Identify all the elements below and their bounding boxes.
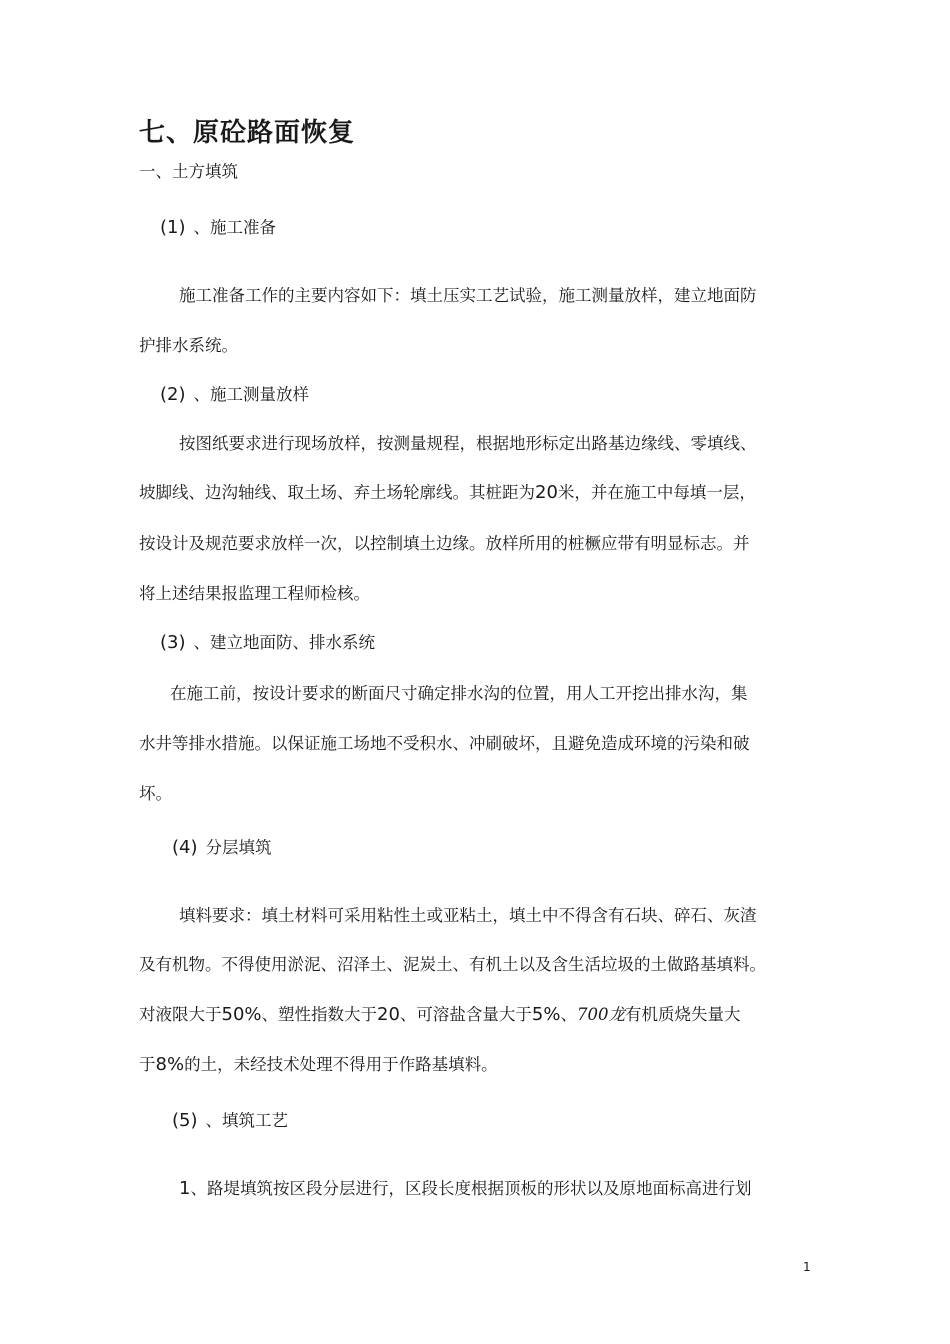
- section-heading: 一、土方填筑: [139, 162, 238, 181]
- number-run: 20: [377, 1004, 400, 1025]
- number-run: 8%: [155, 1054, 185, 1075]
- paragraph-line: 护排水系统。: [139, 336, 238, 355]
- subheading-5: [172, 1112, 288, 1130]
- text-run: 坡脚线、边沟轴线、取土场、弃土场轮廓线。其桩距为: [139, 483, 535, 502]
- paragraph-line: 水井等排水措施。以保证施工场地不受积水、冲刷破坏，且避免造成环境的污染和破: [139, 734, 750, 753]
- number-run: 5%: [531, 1004, 561, 1025]
- subheading-text: 、施工测量放样: [193, 385, 309, 404]
- paragraph-line: 施工准备工作的主要内容如下：填土压实工艺试验，施工测量放样，建立地面防: [179, 286, 757, 305]
- number-run: 1: [179, 1178, 191, 1199]
- text-run: 对液限大于: [139, 1005, 222, 1024]
- subheading-1: [160, 219, 276, 237]
- page-title: 七、原砼路面恢复: [139, 118, 356, 148]
- paragraph-line: 在施工前，按设计要求的断面尺寸确定排水沟的位置，用人工开挖出排水沟，集: [170, 684, 748, 703]
- paragraph-line: 填料要求：填土材料可采用粘性土或亚粘土，填土中不得含有石块、碎石、灰渣: [179, 906, 757, 925]
- subheading-4: [172, 839, 272, 857]
- subheading-number: (1): [160, 217, 186, 238]
- paragraph-line: 按设计及规范要求放样一次，以控制填土边缘。放样所用的桩橛应带有明显标志。并: [139, 534, 750, 553]
- subheading-number: (5): [172, 1110, 198, 1131]
- subheading-text: 、建立地面防、排水系统: [193, 633, 375, 652]
- text-run: 米，并在施工中每填一层，: [557, 483, 756, 502]
- subheading-text: 、施工准备: [193, 218, 276, 237]
- subheading-3: [160, 634, 375, 652]
- text-run: 、塑性指数大于: [261, 1005, 378, 1024]
- paragraph-line: 坏。: [139, 784, 172, 803]
- italic-run: 700龙: [576, 1005, 625, 1024]
- page-number: 1: [803, 1260, 811, 1274]
- text-run: 有机质烧失量大: [624, 1005, 741, 1024]
- paragraph-line: [139, 484, 756, 502]
- subheading-2: [160, 386, 309, 404]
- text-run: 、可溶盐含量大于: [399, 1005, 532, 1024]
- number-run: 20: [535, 482, 558, 503]
- paragraph-line: 及有机物。不得使用淤泥、沼泽土、泥炭土、有机土以及含生活垃圾的土做路基填料。: [139, 955, 766, 974]
- text-run: 、: [560, 1005, 577, 1024]
- subheading-text: 、填筑工艺: [205, 1111, 288, 1130]
- text-run: 于: [139, 1055, 156, 1074]
- paragraph-line: [139, 1056, 498, 1074]
- subheading-number: (2): [160, 384, 186, 405]
- number-run: 50%: [221, 1004, 262, 1025]
- text-run: 、路堤填筑按区段分层进行，区段长度根据顶板的形状以及原地面标高进行划: [190, 1179, 752, 1198]
- text-run: 的土，未经技术处理不得用于作路基填料。: [184, 1055, 498, 1074]
- paragraph-line: [179, 1180, 751, 1198]
- paragraph-line: [139, 1006, 740, 1024]
- subheading-number: (4): [172, 837, 198, 858]
- paragraph-line: 按图纸要求进行现场放样，按测量规程，根据地形标定出路基边缘线、零填线、: [179, 434, 757, 453]
- subheading-text: 分层填筑: [205, 838, 272, 857]
- paragraph-line: 将上述结果报监理工程师检核。: [139, 584, 370, 603]
- subheading-number: (3): [160, 632, 186, 653]
